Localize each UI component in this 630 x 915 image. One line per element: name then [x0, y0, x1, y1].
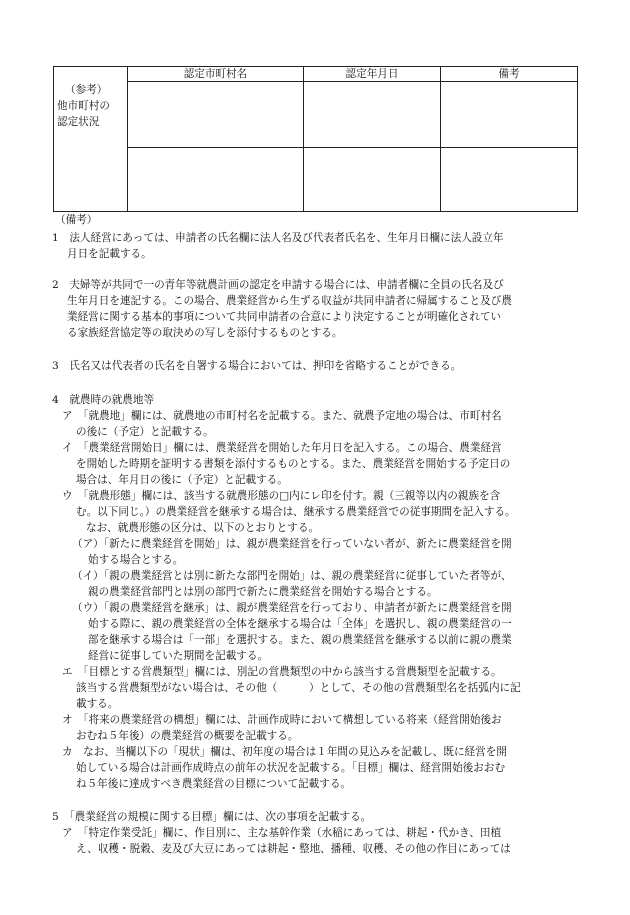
note-3-line: 3 氏名又は代表者の氏名を自署する場合においては、押印を省略することができる。: [52, 360, 462, 372]
note-4-heading: 4 就農時の就農地等: [52, 394, 155, 406]
note-2-line: る家族経営協定等の取決めの写しを添付するものとする。: [67, 327, 343, 339]
note-5-heading: 5 「農業経営の規模に関する目標」欄には、次の事項を記載する。: [52, 811, 372, 823]
other-municipality-certification-table: [53, 66, 578, 212]
table-row-label: [57, 82, 110, 130]
note-1-line: 1 法人経営にあっては、申請者の氏名欄に法人名及び代表者氏名を、生年月日欄に法人設立年: [52, 232, 504, 244]
note-4-e-line: オ 「将来の農業経営の構想」欄には、計画作成時において構想している将来（経営開始後お: [62, 714, 502, 726]
note-1-line: 月日を記載する。: [67, 248, 152, 260]
header-municipality: 認定市町村名: [183, 68, 248, 80]
note-4-f-line: ね５年後に達成すべき農業経営の目標について記載する。: [76, 778, 352, 790]
table-divider: [127, 147, 578, 148]
note-4-f-line: カ なお、当欄以下の「現状」欄は、初年度の場合は１年間の見込みを記載し、既に経営を開: [62, 746, 507, 758]
label-line: （参考）: [65, 84, 108, 96]
note-4-c-sub-line: 始する場合とする。: [88, 554, 184, 566]
table-divider: [303, 66, 304, 212]
note-4-d-line: エ 「目標とする営農類型」欄には、別記の営農類型の中から該当する営農類型を記載する。: [62, 666, 502, 678]
note-2-line: 2 夫婦等が共同で一の青年等就農計画の認定を申請する場合には、申請者欄に全員の氏名及び: [52, 279, 504, 291]
note-2-line: 生年月日を連記する。この場合、農業経営から生ずる収益が共同申請者に帰属すること及び農: [67, 295, 512, 307]
label-line: 認定状況: [57, 116, 100, 128]
note-4-c-sub-line: 始する際に、親の農業経営の全体を継承する場合は「全体」を選択し、親の農業経営の一: [88, 618, 512, 630]
table-divider: [127, 81, 578, 82]
note-4-c-sub-line: （ウ）「親の農業経営を継承」は、親が農業経営を行っており、申請者が新たに農業経営を開: [72, 602, 512, 614]
header-remarks: 備考: [498, 68, 520, 80]
notes-heading: （備考）: [55, 214, 98, 226]
note-4-d-line: 載する。: [76, 698, 119, 710]
label-line: 他市町村の: [57, 100, 110, 112]
note-4-c-sub-line: 経営に従事していた期間を記載する。: [88, 650, 269, 662]
note-5-a-line: ア 「特定作業受託」欄に、作目別に、主な基幹作業（水稲にあっては、耕起・代かき、田植: [62, 827, 502, 839]
note-4-c-line: なお、就農形態の区分は、以下のとおりとする。: [86, 522, 320, 534]
note-4-e-line: おむね５年後）の農業経営の概要を記載する。: [76, 730, 299, 742]
note-4-f-line: 始している場合は計画作成時点の前年の状況を記載する。「目標」欄は、経営開始後おおむ: [76, 762, 506, 774]
note-4-c-sub-line: 親の農業経営部門とは別の部門で新たに農業経営を開始する場合とする。: [88, 586, 438, 598]
note-4-c-line: む。以下同じ。）の農業経営を継承する場合は、継承する農業経営での従事期間を記入する。: [76, 506, 516, 518]
note-2-line: 業経営に関する基本的事項について共同申請者の合意により決定することが明確化されてい: [67, 311, 502, 323]
table-border: [53, 66, 578, 212]
note-4-c-line: ウ 「就農形態」欄には、該当する就農形態の□内にレ印を付す。親（三親等以内の親族を含: [62, 490, 501, 502]
table-divider: [127, 66, 128, 212]
note-5-a-line: え、収穫・脱穀、麦及び大豆にあっては耕起・整地、播種、収穫、その他の作目にあっては: [76, 843, 511, 855]
note-4-b-line: イ 「農業経営開始日」欄には、農業経営を開始した年月日を記入する。この場合、農業経営: [62, 442, 502, 454]
note-4-b-line: を開始した時期を証明する書類を添付するものとする。また、農業経営を開始する予定日の: [76, 458, 511, 470]
note-4-a-line: ア 「就農地」欄には、就農地の市町村名を記載する。また、就農予定地の場合は、市町村名: [62, 410, 502, 422]
note-4-d-line: 該当する営農類型がない場合は、その他（ ）として、その他の営農類型名を括弧内に記: [76, 682, 521, 694]
note-4-a-line: の後に（予定）と記載する。: [76, 426, 214, 438]
header-certification-date: 認定年月日: [345, 68, 399, 80]
note-4-c-sub-line: 部を継承する場合は「一部」を選択する。また、親の農業経営を継承する以前に親の農業: [88, 634, 512, 646]
note-4-c-sub-line: （ア）「新たに農業経営を開始」は、親が農業経営を行っていない者が、新たに農業経営を開: [72, 538, 512, 550]
note-4-c-sub-line: （イ）「親の農業経営とは別に新たな部門を開始」は、親の農業経営に従事していた者等が、: [72, 570, 512, 582]
note-4-b-line: 場合は、年月日の後に（予定）と記載する。: [76, 474, 288, 486]
table-divider: [440, 66, 441, 212]
